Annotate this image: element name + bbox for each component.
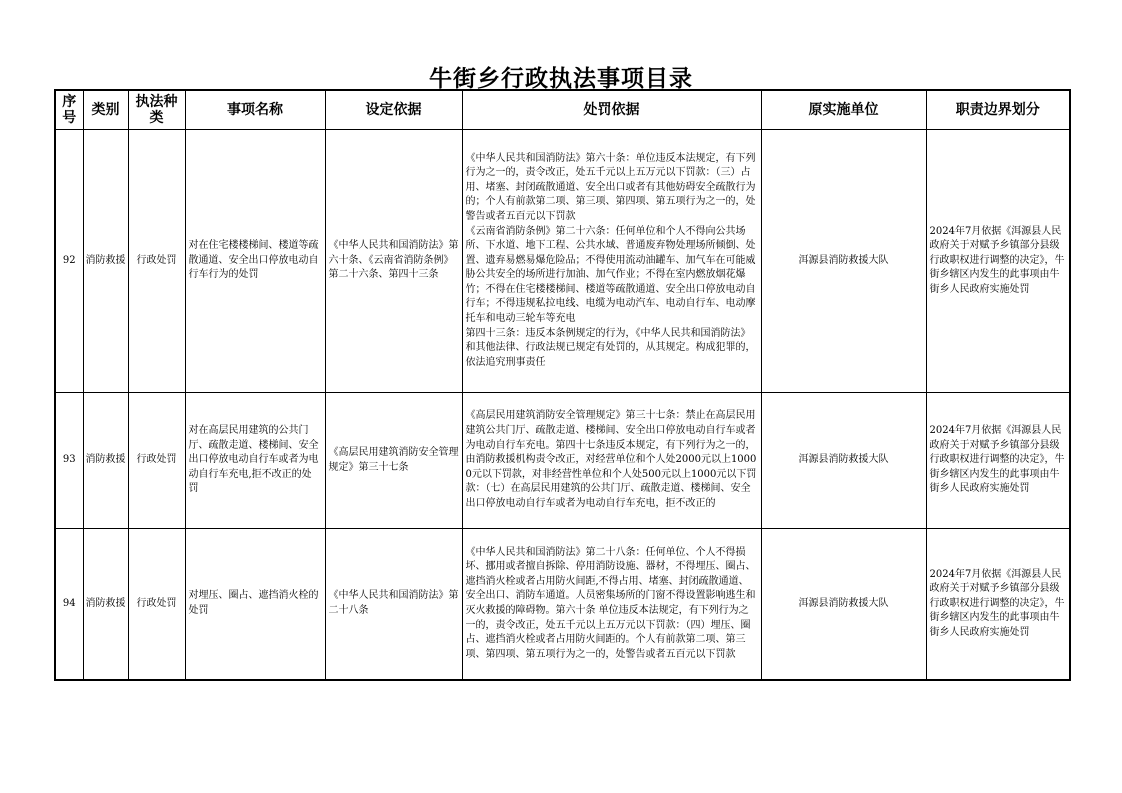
row-original-unit: 洱源县消防救援大队 xyxy=(761,529,926,681)
page-title: 牛街乡行政执法事项目录 xyxy=(429,66,693,92)
header-seq: 序号 xyxy=(55,90,83,130)
enforcement-items-table xyxy=(54,89,1071,681)
header-original-unit: 原实施单位 xyxy=(761,90,926,130)
row-punishment-basis: 《中华人民共和国消防法》第二十八条：任何单位、个人不得损坏、挪用或者擅自拆除、停用消防设施、器材，不得埋压、圈占、遮挡消火栓或者占用防火间距,不得占用、堵塞、封闭疏散通道、安全出口、消防车通道。人员密集场所的门窗不得设置影响逃生和灭火救援的障碍物。第六十条 单位违反本法规定，有下列行为之一的，责令改正，处五千元以上五万元以下罚款：（四）埋压、圈占、遮挡消火栓或者占用防火间距的。个人有前款第二项、第三项、第四项、第五项行为之一的，处警告或者五百元以下罚款 xyxy=(462,529,761,681)
row-original-unit: 洱源县消防救援大队 xyxy=(761,393,926,529)
row-set-basis: 《高层民用建筑消防安全管理规定》第三十七条 xyxy=(325,393,462,529)
row-punishment-basis: 《高层民用建筑消防安全管理规定》第三十七条：禁止在高层民用建筑公共门厅、疏散走道、楼梯间、安全出口停放电动自行车或者为电动自行车充电。第四十七条违反本规定，有下列行为之一的，由消防救援机构责令改正，对经营单位和个人处2000元以上10000元以下罚款，对非经营性单位和个人处500元以上1000元以下罚款：（七）在高层民用建筑的公共门厅、疏散走道、楼梯间、安全出口停放电动自行车或者为电动自行车充电，拒不改正的 xyxy=(462,393,761,529)
row-enforcement-type: 行政处罚 xyxy=(128,393,185,529)
row-set-basis: 《中华人民共和国消防法》第六十条、《云南省消防条例》第二十六条、第四十三条 xyxy=(325,130,462,393)
row-punishment-basis: 《中华人民共和国消防法》第六十条：单位违反本法规定，有下列行为之一的，责令改正，处五千元以上五万元以下罚款：（三）占用、堵塞、封闭疏散通道、安全出口或者有其他妨碍安全疏散行为的；个人有前款第二项、第三项、第四项、第五项行为之一的，处警告或者五百元以下罚款 《云南省消防条例》第二十六条：任何单位和个人不得向公共场所、下水道、地下工程、公共水域、普通废弃物处理场所倾倒、处置、遗弃易燃易爆危险品；不得使用流动油罐车、加气车在可能威胁公共安全的场所进行加油、加气作业；不得在室内燃放烟花爆竹；不得在住宅楼楼梯间、楼道等疏散通道、安全出口停放电动自行车；不得违规私拉电线、电缆为电动汽车、电动自行车、电动摩托车和电动三轮车等充电 第四十三条：违反本条例规定的行为，《中华人民共和国消防法》和其他法律、行政法规已规定有处罚的，从其规定。构成犯罪的，依法追究刑事责任 xyxy=(462,130,761,393)
row-seq: 92 xyxy=(55,130,83,393)
table-row xyxy=(55,529,1070,681)
row-original-unit: 洱源县消防救援大队 xyxy=(761,130,926,393)
row-boundary: 2024年7月依据《洱源县人民政府关于对赋予乡镇部分县级行政职权进行调整的决定》，牛街乡辖区内发生的此事项由牛街乡人民政府实施处罚 xyxy=(926,130,1070,393)
row-category: 消防救援 xyxy=(83,529,128,681)
header-boundary: 职责边界划分 xyxy=(926,90,1070,130)
header-set-basis: 设定依据 xyxy=(325,90,462,130)
row-item-name: 对埋压、圈占、遮挡消火栓的处罚 xyxy=(185,529,325,681)
table-row xyxy=(55,130,1070,393)
row-seq: 94 xyxy=(55,529,83,681)
row-boundary: 2024年7月依据《洱源县人民政府关于对赋予乡镇部分县级行政职权进行调整的决定》，牛街乡辖区内发生的此事项由牛街乡人民政府实施处罚 xyxy=(926,529,1070,681)
table-header-row xyxy=(55,90,1070,130)
row-set-basis: 《中华人民共和国消防法》第二十八条 xyxy=(325,529,462,681)
table-row xyxy=(55,393,1070,529)
header-item-name: 事项名称 xyxy=(185,90,325,130)
row-item-name: 对在高层民用建筑的公共门厅、疏散走道、楼梯间、安全出口停放电动自行车或者为电动自行车充电,拒不改正的处罚 xyxy=(185,393,325,529)
row-category: 消防救援 xyxy=(83,393,128,529)
row-item-name: 对在住宅楼楼梯间、楼道等疏散通道、安全出口停放电动自行车行为的处罚 xyxy=(185,130,325,393)
header-enforcement-type: 执法种类 xyxy=(128,90,185,130)
header-category: 类别 xyxy=(83,90,128,130)
row-category: 消防救援 xyxy=(83,130,128,393)
row-enforcement-type: 行政处罚 xyxy=(128,130,185,393)
row-boundary: 2024年7月依据《洱源县人民政府关于对赋予乡镇部分县级行政职权进行调整的决定》，牛街乡辖区内发生的此事项由牛街乡人民政府实施处罚 xyxy=(926,393,1070,529)
header-punishment-basis: 处罚依据 xyxy=(462,90,761,130)
row-enforcement-type: 行政处罚 xyxy=(128,529,185,681)
row-seq: 93 xyxy=(55,393,83,529)
